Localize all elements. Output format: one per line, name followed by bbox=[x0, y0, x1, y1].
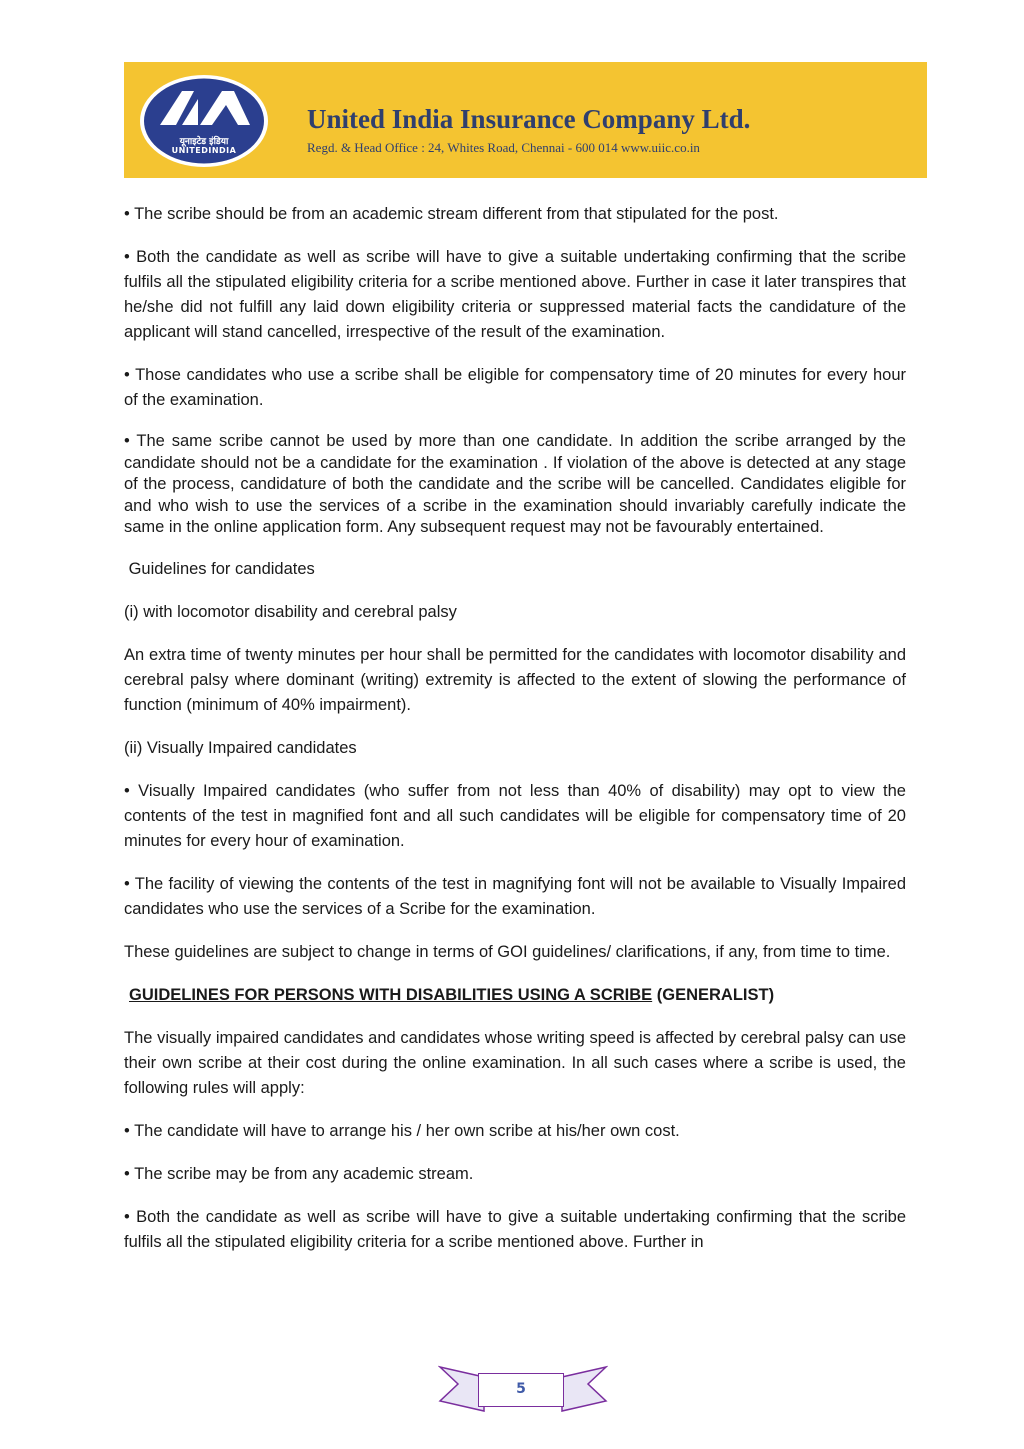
page-footer bbox=[438, 1363, 608, 1415]
section-heading-underlined: GUIDELINES FOR PERSONS WITH DISABILITIES USING A SCRIBE bbox=[129, 985, 653, 1004]
paragraph: An extra time of twenty minutes per hour shall be permitted for the candidates with locomotor disability and cerebral palsy where dominant (writing) extremity is affected to the extent of slowing the performance of function (minimum of 40% impairment). bbox=[124, 645, 906, 714]
logo-caption-english: UNITEDINDIA bbox=[171, 146, 237, 155]
section-heading bbox=[124, 983, 906, 1008]
paragraph: • The candidate will have to arrange his / her own scribe at his/her own cost. bbox=[124, 1121, 680, 1140]
header-banner bbox=[124, 62, 927, 178]
company-logo bbox=[138, 73, 270, 169]
paragraph: These guidelines are subject to change in terms of GOI guidelines/ clarifications, if any, from time to time. bbox=[124, 942, 891, 961]
paragraph: • Both the candidate as well as scribe will have to give a suitable undertaking confirming that the scribe fulfils all the stipulated eligibility criteria for a scribe mentioned above. Further in case it later transpires that he/she did not fulfill any laid down eligibility criteria or suppressed material facts the candidature of the applicant will stand cancelled, irrespective of the result of the examination. bbox=[124, 248, 906, 341]
paragraph: • Those candidates who use a scribe shall be eligible for compensatory time of 20 minutes for every hour of the examination. bbox=[124, 366, 906, 409]
subheading: (i) with locomotor disability and cerebral palsy bbox=[124, 602, 457, 621]
section-heading-suffix: (GENERALIST) bbox=[652, 985, 775, 1004]
company-name: United India Insurance Company Ltd. bbox=[307, 104, 751, 134]
paragraph: • The scribe should be from an academic stream different from that stipulated for the post. bbox=[124, 205, 779, 223]
document-body bbox=[124, 202, 906, 1273]
paragraph: • The facility of viewing the contents of the test in magnifying font will not be available to Visually Impaired candidates who use the services of a Scribe for the examination. bbox=[124, 874, 906, 918]
page-number: 5 bbox=[478, 1373, 564, 1407]
paragraph: • Visually Impaired candidates (who suffer from not less than 40% of disability) may opt to view the contents of the test in magnified font and all such candidates will be eligible for compensatory time of 20 minutes for every hour of examination. bbox=[124, 781, 906, 850]
logo-caption-hindi: यूनाइटेड इंडिया bbox=[179, 137, 229, 147]
paragraph: The visually impaired candidates and candidates whose writing speed is affected by cerebral palsy can use their own scribe at their cost during the online examination. In all such cases where a scribe is used, the following rules will apply: bbox=[124, 1028, 906, 1097]
subheading: Guidelines for candidates bbox=[124, 559, 315, 578]
company-address: Regd. & Head Office : 24, Whites Road, Chennai - 600 014 www.uiic.co.in bbox=[307, 140, 700, 155]
paragraph: • The scribe may be from any academic stream. bbox=[124, 1164, 474, 1183]
paragraph: • Both the candidate as well as scribe will have to give a suitable undertaking confirming that the scribe fulfils all the stipulated eligibility criteria for a scribe mentioned above. Further in bbox=[124, 1207, 906, 1251]
paragraph: • The same scribe cannot be used by more than one candidate. In addition the scribe arranged by the candidate should not be a candidate for the examination . If violation of the above is detected at any stage of the process, candidature of both the candidate and the scribe will be cancelled. Candidates eligible for and who wish to use the services of a scribe in the examination should invariably carefully indicate the same in the online application form. Any subsequent request may not be favourably entertained. bbox=[124, 432, 906, 537]
subheading: (ii) Visually Impaired candidates bbox=[124, 738, 357, 757]
